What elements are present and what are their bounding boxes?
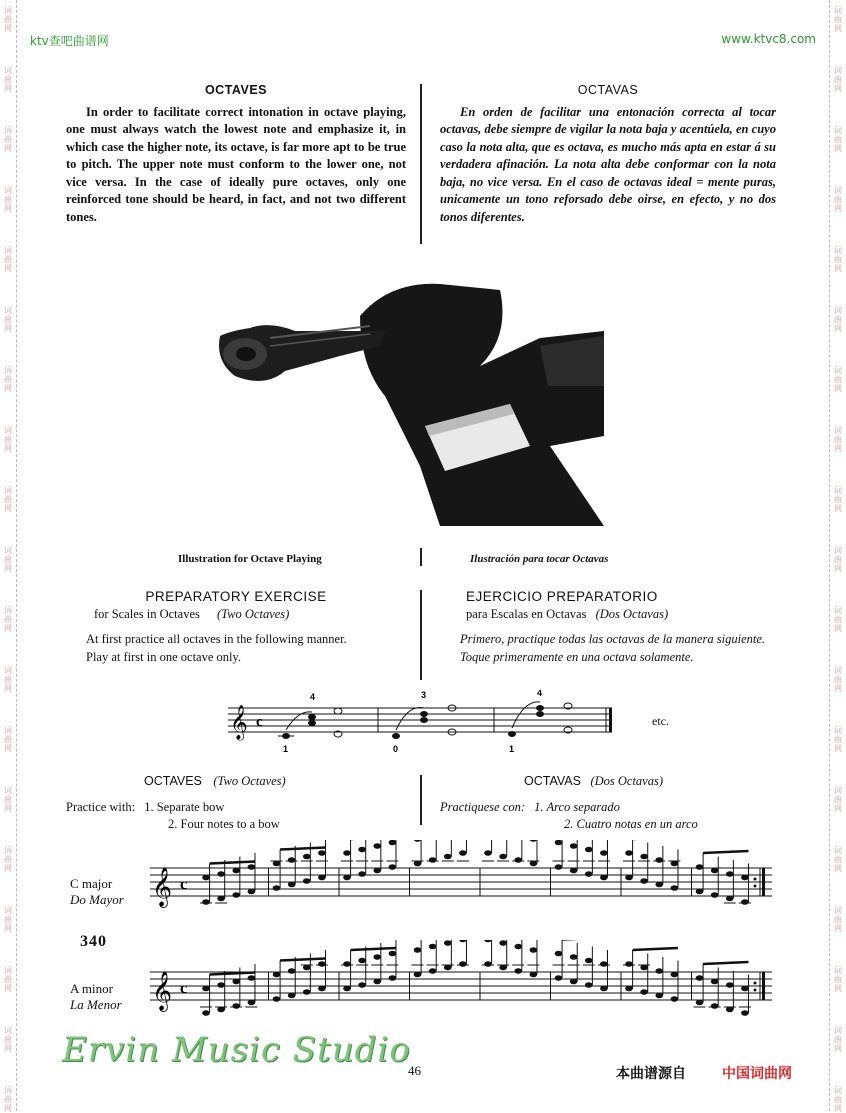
key-c-major xyxy=(70,876,124,908)
margin-mark: 词 曲 网 xyxy=(834,426,842,453)
practice-spanish-item1: 1. Arco separado xyxy=(534,799,620,814)
octaves-practice-english-note: (Two Octaves) xyxy=(213,774,286,788)
page-number: 46 xyxy=(408,1063,421,1078)
preparatory-spanish-subtitle-note: (Dos Octavas) xyxy=(595,606,669,621)
margin-mark: 词 曲 网 xyxy=(834,546,842,573)
margin-mark: 词 曲 网 xyxy=(4,426,12,453)
preparatory-spanish-line1: Primero, practique todas las octavas de la manera siguiente. xyxy=(460,632,766,646)
key-c-major-english: C major xyxy=(70,876,113,891)
illustration-caption-spanish: Ilustración para tocar Octavas xyxy=(470,553,609,565)
svg-text:4: 4 xyxy=(537,690,543,698)
svg-text:𝄞: 𝄞 xyxy=(152,867,173,907)
octaves-spanish-text: En orden de facilitar una entonación correcta al tocar octavas, debe siempre de vigilar la nota baja y acentúela, en cuyo caso la nota alta, que es octava, es mucho más apta en estar á su verdadera afinación. La nota alta debe conformar con la nota baja, no vice versa. En el caso de octavas ideal = mente puras, unicamente un tono reforsado debe oirse, en efecto, y no dos tonos diferentes. xyxy=(440,104,776,224)
column-divider-middle xyxy=(420,590,422,680)
preparatory-spanish-subtitle-row xyxy=(466,606,776,624)
margin-mark: 词 曲 网 xyxy=(834,1086,842,1113)
margin-mark: 词 曲 网 xyxy=(4,6,12,33)
preparatory-english-column xyxy=(66,588,406,666)
margin-mark: 词 曲 网 xyxy=(834,966,842,993)
svg-text:4: 4 xyxy=(310,692,316,702)
octaves-practice-english-title-row xyxy=(144,773,406,791)
margin-mark: 词 曲 网 xyxy=(4,366,12,393)
margin-mark: 词 曲 网 xyxy=(4,306,12,333)
margin-mark: 词 曲 网 xyxy=(834,606,842,633)
key-a-minor-spanish: La Menor xyxy=(70,997,122,1012)
octave-playing-illustration xyxy=(210,276,604,526)
footer-source-label: 本曲谱源自 xyxy=(616,1066,686,1082)
key-c-major-spanish: Do Mayor xyxy=(70,892,124,907)
svg-text:3: 3 xyxy=(421,690,427,700)
margin-mark: 词 曲 网 xyxy=(834,1026,842,1053)
preparatory-english-line1: At first practice all octaves in the following manner. xyxy=(86,632,347,646)
octaves-practice-english-title: OCTAVES xyxy=(144,774,202,788)
margin-mark: 词 曲 网 xyxy=(4,666,12,693)
octaves-english-text: In order to facilitate correct intonation in octave playing, one must always watch the lowest note and emphasize it, in which case the higher note, its octave, is far more apt to be true to pitch. The upper note must conform to the lower one, not vice versa. In the case of ideally pure octaves, only one reinforced tone should be heard, in fact, and not two different tones. xyxy=(66,104,406,224)
illustration-caption-english: Illustration for Octave Playing xyxy=(178,553,322,565)
margin-mark: 词 曲 网 xyxy=(4,1086,12,1113)
preparatory-english-subtitle: for Scales in Octaves xyxy=(94,606,200,621)
margin-mark: 词 曲 网 xyxy=(4,726,12,753)
margin-mark: 词 曲 网 xyxy=(4,846,12,873)
margin-mark: 词 曲 网 xyxy=(4,246,12,273)
svg-text:𝄞: 𝄞 xyxy=(152,971,173,1011)
octaves-spanish-title: OCTAVAS xyxy=(577,83,639,97)
margin-mark: 词 曲 网 xyxy=(834,126,842,153)
preparatory-english-title: PREPARATORY EXERCISE xyxy=(145,589,327,604)
margin-mark: 词 曲 网 xyxy=(4,126,12,153)
margin-mark: 词 曲 网 xyxy=(834,186,842,213)
margin-mark: 词 曲 网 xyxy=(4,66,12,93)
octaves-practice-spanish-column xyxy=(440,773,776,834)
preparatory-spanish-line2: Toque primeramente en una octava solamente. xyxy=(460,649,694,664)
svg-text:0: 0 xyxy=(393,744,399,754)
preparatory-exercise-staff xyxy=(228,690,648,760)
margin-mark: 词 曲 网 xyxy=(4,786,12,813)
svg-text:c: c xyxy=(180,980,188,997)
preparatory-spanish-title: EJERCICIO PREPARATORIO xyxy=(466,589,658,604)
key-a-minor xyxy=(70,981,122,1013)
practice-spanish-item2: 2. Cuatro notas en un arco xyxy=(564,817,698,831)
margin-mark: 词 曲 网 xyxy=(834,306,842,333)
margin-mark: 词 曲 网 xyxy=(834,666,842,693)
left-margin-strip xyxy=(0,0,17,1111)
column-divider-top xyxy=(420,84,422,244)
svg-text:1: 1 xyxy=(283,744,289,754)
column-divider-bottom xyxy=(420,775,422,825)
octaves-practice-spanish-title: OCTAVAS xyxy=(524,774,581,788)
margin-mark: 词 曲 网 xyxy=(4,606,12,633)
caption-divider xyxy=(420,548,422,566)
plate-number: 340 xyxy=(80,933,107,950)
etc-label: etc. xyxy=(652,714,669,728)
margin-mark: 词 曲 网 xyxy=(834,66,842,93)
practice-spanish-row1 xyxy=(440,799,776,817)
c-major-octave-scale-staff xyxy=(150,840,780,925)
margin-mark: 词 曲 网 xyxy=(4,906,12,933)
margin-mark: 词 曲 网 xyxy=(834,846,842,873)
margin-mark: 词 曲 网 xyxy=(4,186,12,213)
header-left-site[interactable]: ktv查吧曲谱网 xyxy=(30,34,109,48)
svg-text:1: 1 xyxy=(509,744,515,754)
margin-mark: 词 曲 网 xyxy=(834,246,842,273)
studio-watermark: Ervin Music Studio xyxy=(62,1030,411,1070)
octaves-practice-spanish-note: (Dos Octavas) xyxy=(590,774,663,788)
preparatory-spanish-column xyxy=(440,588,776,666)
practice-spanish-lead: Practiquese con: xyxy=(440,799,526,814)
preparatory-english-subtitle-row xyxy=(94,606,406,624)
practice-english-item2: 2. Four notes to a bow xyxy=(168,817,280,831)
preparatory-english-line2: Play at first in one octave only. xyxy=(86,649,242,664)
margin-mark: 词 曲 网 xyxy=(834,786,842,813)
header-right-site[interactable]: www.ktvc8.com xyxy=(721,32,816,46)
treble-clef-icon: 𝄞 xyxy=(230,705,248,740)
svg-text:c: c xyxy=(256,714,263,730)
right-margin-strip xyxy=(829,0,846,1111)
preparatory-english-subtitle-note: (Two Octaves) xyxy=(217,606,290,621)
preparatory-spanish-subtitle: para Escalas en Octavas xyxy=(466,606,587,621)
octaves-english-title: OCTAVES xyxy=(204,83,268,97)
a-minor-octave-scale-staff xyxy=(150,940,780,1030)
margin-mark: 词 曲 网 xyxy=(834,366,842,393)
margin-mark: 词 曲 网 xyxy=(834,726,842,753)
margin-mark: 词 曲 网 xyxy=(4,1026,12,1053)
octaves-practice-english-column xyxy=(66,773,406,834)
practice-english-item1: 1. Separate bow xyxy=(144,799,225,814)
practice-english-row1 xyxy=(66,799,406,817)
margin-mark: 词 曲 网 xyxy=(4,546,12,573)
octaves-practice-spanish-title-row xyxy=(524,773,776,791)
octaves-spanish-column xyxy=(440,82,776,226)
footer-source-site[interactable]: 中国词曲网 xyxy=(722,1066,792,1082)
margin-mark: 词 曲 网 xyxy=(834,486,842,513)
octaves-english-column xyxy=(66,82,406,226)
margin-mark: 词 曲 网 xyxy=(4,966,12,993)
margin-mark: 词 曲 网 xyxy=(4,486,12,513)
margin-mark: 词 曲 网 xyxy=(834,906,842,933)
practice-english-lead: Practice with: xyxy=(66,799,136,814)
margin-mark: 词 曲 网 xyxy=(834,6,842,33)
svg-text:c: c xyxy=(180,876,188,893)
key-a-minor-english: A minor xyxy=(70,981,113,996)
